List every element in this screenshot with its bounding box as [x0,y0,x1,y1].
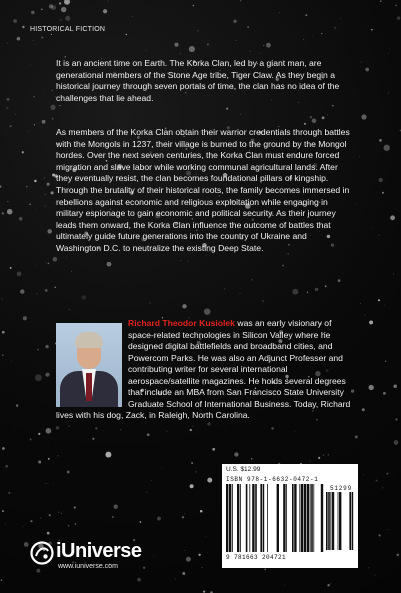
speckle [9,125,11,127]
speckle [182,516,184,518]
speckle [66,257,67,258]
speckle [17,272,22,277]
publisher-url: www.iuniverse.com [58,563,118,570]
author-bio [56,318,354,422]
speckle [180,53,181,54]
speckle [190,484,194,488]
speckle [152,480,153,481]
speckle [7,201,8,202]
speckle [41,9,42,10]
barcode-bar [277,484,279,552]
barcode-bar [229,484,231,552]
isbn-barcode-block [222,464,358,568]
addon-barcode [326,492,354,550]
speckle [92,438,94,440]
speckle [41,37,43,39]
speckle [34,124,35,125]
speckle [188,261,189,262]
speckle [323,455,324,456]
speckle [61,7,66,12]
speckle [236,40,237,41]
barcode-digits: 9 781663 204721 [226,554,287,561]
speckle [44,178,45,179]
speckle [30,520,32,522]
speckle [262,300,264,302]
speckle [207,43,209,45]
speckle [51,34,52,35]
speckle [5,465,8,468]
speckle [307,292,308,293]
speckle [224,289,225,290]
speckle [37,293,38,294]
speckle [305,14,307,16]
speckle [4,467,5,468]
barcode-bar [326,492,328,550]
speckle [23,316,27,320]
speckle [126,34,127,35]
barcode-bar [283,484,285,552]
speckle [69,309,70,310]
speckle [45,289,48,292]
speckle [16,404,18,406]
speckle [182,304,186,308]
speckle [8,492,10,494]
speckle [202,567,203,568]
speckle [264,568,266,570]
speckle [260,53,261,54]
speckle [2,331,5,334]
speckle [71,1,72,2]
speckle [48,263,50,265]
speckle [390,105,391,106]
speckle [7,209,13,215]
speckle [395,5,397,7]
synopsis-paragraph-1: It is an ancient time on Earth. The Korka Clan, led by a giant man, are generational members of the Stone Age tribe, Tiger Claw. As they begin a historical journey through seven portals of time, the clan has no idea of the challenges that lie ahead. [56,58,340,103]
price-addon-digits: 51299 [329,485,352,492]
speckle [362,408,365,411]
speckle [189,46,195,52]
speckle [363,474,364,475]
speckle [397,554,400,557]
speckle [394,440,399,445]
speckle [374,575,375,576]
speckle [42,120,46,124]
speckle [105,452,111,458]
speckle [47,532,50,535]
speckle [13,19,17,23]
barcode-bar [249,484,250,552]
speckle [103,9,107,13]
speckle [397,16,400,19]
speckle [48,458,50,460]
speckle [250,51,251,52]
speckle [11,361,12,362]
speckle [390,215,395,220]
genre-label: HISTORICAL FICTION [30,26,106,33]
speckle [75,523,77,525]
speckle [22,151,24,153]
speckle [340,18,341,19]
speckle [226,108,228,110]
speckle [114,505,118,509]
speckle [46,428,52,434]
speckle [43,93,44,94]
speckle [47,229,52,234]
speckle [69,425,70,426]
speckle [282,264,284,266]
speckle [321,33,322,34]
speckle [2,354,3,355]
barcode-bar [252,484,254,552]
speckle [384,145,390,151]
speckle [50,105,55,110]
speckle [233,20,236,23]
speckle [124,280,125,281]
speckle [193,5,195,7]
speckle [44,206,45,207]
speckle [338,279,341,282]
speckle [49,514,51,516]
speckle [388,506,389,507]
speckle [38,433,40,435]
barcode-bar [232,484,233,552]
speckle [384,305,385,306]
speckle [61,512,63,514]
speckle [1,298,2,299]
barcode-bar [321,484,323,552]
speckle [388,529,389,530]
speckle [382,192,384,194]
speckle [147,433,150,436]
speckle [206,255,207,256]
speckle [37,349,39,351]
speckle [146,50,147,51]
barcode-bar [330,492,331,550]
speckle [360,303,361,304]
speckle [64,0,70,5]
speckle [52,118,54,120]
speckle [364,314,365,315]
speckle [28,131,29,132]
speckle [59,105,60,106]
speckle [204,308,210,314]
speckle [327,115,328,116]
speckle [30,438,32,440]
speckle [198,554,200,556]
speckle [279,12,280,13]
speckle [379,178,383,182]
speckle [38,461,41,464]
speckle [17,37,21,41]
speckle [372,227,373,228]
speckle [149,302,150,303]
speckle [132,16,133,17]
speckle [368,567,369,568]
speckle [207,422,211,426]
speckle [30,65,31,66]
speckle [376,480,378,482]
ean-barcode [226,484,324,552]
speckle [29,204,30,205]
speckle [251,458,253,460]
price-label: U.S. $12.99 [226,466,261,473]
speckle [197,30,198,31]
speckle [310,116,313,119]
barcode-bar [307,484,309,552]
speckle [234,452,238,456]
speckle [1,579,3,581]
barcode-bar [286,484,287,552]
publisher-name: iUniverse [56,540,142,562]
speckle [240,0,242,1]
speckle [2,212,4,214]
speckle [174,43,178,47]
speckle [22,26,24,28]
barcode-bar [328,492,330,550]
speckle [46,483,47,484]
speckle [266,43,271,48]
speckle [318,457,320,459]
speckle [207,478,212,483]
speckle [56,445,57,446]
speckle [59,2,61,4]
speckle [7,43,8,44]
speckle [45,194,46,195]
speckle [175,579,176,580]
speckle [36,265,37,266]
barcode-bar [311,484,313,552]
speckle [108,1,109,2]
speckle [54,203,55,204]
speckle [355,435,358,438]
speckle [304,123,306,125]
speckle [393,385,397,389]
speckle [53,484,54,485]
speckle [146,492,147,493]
isbn-label: ISBN 978-1-6632-0472-1 [226,476,319,483]
speckle [52,90,53,91]
barcode-bar [301,484,303,552]
barcode-bar [313,484,314,552]
speckle [285,585,286,586]
speckle [53,257,58,262]
speckle [263,45,264,46]
speckle [55,287,56,288]
speckle [312,118,317,123]
speckle [0,185,1,187]
speckle [51,191,54,194]
speckle [58,511,59,512]
speckle [68,525,70,527]
speckle [118,121,119,122]
speckle [137,578,141,582]
speckle [7,98,10,101]
barcode-bar [349,492,351,550]
barcode-bar [332,492,334,550]
iuniverse-swirl-icon [30,541,54,565]
speckle [166,431,167,432]
speckle [182,572,185,575]
barcode-bar [240,484,241,552]
speckle [379,139,382,142]
speckle [20,289,24,293]
speckle [240,293,241,294]
barcode-bar [246,484,248,552]
speckle [294,431,295,432]
speckle [2,510,4,512]
speckle [206,536,207,537]
speckle [240,114,241,115]
speckle [315,288,318,291]
speckle [40,518,41,519]
speckle [312,36,313,37]
speckle [15,114,16,115]
speckle [330,583,331,584]
speckle [271,427,274,430]
speckle [379,534,381,536]
barcode-bar [310,484,311,552]
speckle [95,427,97,429]
barcode-bar [267,484,268,552]
speckle [161,468,162,469]
speckle [2,447,5,450]
barcode-bar [338,492,339,550]
speckle [359,156,360,157]
speckle [33,96,34,97]
speckle [46,262,47,263]
barcode-bar [226,484,228,552]
speckle [19,217,23,221]
speckle [112,516,113,517]
speckle [247,26,249,28]
speckle [33,40,34,41]
speckle [74,506,76,508]
speckle [322,116,325,119]
publisher-logo [30,540,190,568]
speckle [328,454,329,455]
speckle [157,517,161,521]
speckle [310,461,311,462]
speckle [395,418,397,420]
speckle [380,0,381,1]
photo-spacer [56,318,128,407]
speckle [390,49,391,50]
speckle [356,204,357,205]
speckle [371,29,373,31]
speckle [190,429,192,431]
speckle [139,521,141,523]
barcode-bar [339,492,341,550]
speckle [35,209,36,210]
barcode-bar [299,484,300,552]
speckle [65,16,70,21]
speckle [37,569,41,573]
barcode-bar [294,484,296,552]
speckle [184,513,185,514]
speckle [369,385,374,390]
speckle [35,374,42,381]
speckle [383,392,386,395]
speckle [56,426,59,429]
speckle [67,471,70,474]
author-name: Richard Theodor Kusiolek [128,318,235,328]
barcode-bar [304,484,306,552]
speckle [45,373,49,377]
speckle [52,173,55,176]
speckle [378,234,379,235]
barcode-bar [263,484,265,552]
speckle [23,526,24,527]
speckle [36,44,37,45]
speckle [31,11,34,14]
speckle [332,105,334,107]
speckle [388,53,389,54]
barcode-bar [260,484,262,552]
speckle [57,455,58,456]
speckle [14,379,15,380]
speckle [251,279,252,280]
barcode-bar [292,484,294,552]
speckle [303,39,304,40]
speckle [192,426,193,427]
speckle [60,19,62,21]
speckle [195,471,197,473]
speckle [327,584,329,586]
speckle [292,289,298,295]
speckle [71,271,72,272]
speckle [6,107,8,109]
speckle [325,285,327,287]
speckle [24,542,29,547]
speckle [334,27,336,29]
speckle [26,186,28,188]
speckle [10,267,12,269]
speckle [378,299,380,301]
speckle [388,92,389,93]
speckle [200,510,203,513]
speckle [361,114,366,119]
speckle [212,448,215,451]
speckle [385,361,386,362]
speckle [34,180,36,182]
speckle [386,473,388,475]
speckle [49,4,53,8]
barcode-bar [352,492,354,550]
speckle [180,260,181,261]
speckle [47,183,50,186]
speckle [382,487,383,488]
synopsis-paragraph-2: As members of the Korka Clan obtain their warrior credentials through battles with the Mongols in 1237, their village is burned to the ground by the Mongol hordes. Over the next seven centuries, the Korka Clan must endure forced migration and slave labor while working communal agricultural lands. After they eventually resist, the clan becomes foundational pillars of kingship. Through the brutality of their historical roots, the family becomes immersed in rebellions against economic and religious exploitation while engaging in military espionage to gain economic and political security. As their journey leads them onward, the Korka Clan influence the outcome of battles that ultimately guide future generations into the country of Ukraine and Washington D.C. to neutralize the existing Deep State. [56,127,350,253]
speckle [203,590,205,592]
speckle [107,262,112,267]
barcode-bar [237,484,239,552]
speckle [393,274,394,275]
author-bio-text: was an early visionary of space-related technologies in Silicon Valley where he designed digital battlefields and broadband cities, and Powercom Parks. He was also an Adjunct Professer and contributing writer for several international aerospace/satellite magazines. He holds several degrees that include an MBA from San Francisco State University Graduate School of International Business. Today, Richard lives with his dog, Zack, in Raleigh, North Carolina. [56,318,351,420]
barcode-bar [255,484,257,552]
speckle [360,62,361,63]
speckle [191,462,193,464]
speckle [365,68,369,72]
speckle [120,429,122,431]
speckle [5,523,6,524]
speckle [369,320,373,324]
speckle [45,345,48,348]
speckle [82,295,86,299]
